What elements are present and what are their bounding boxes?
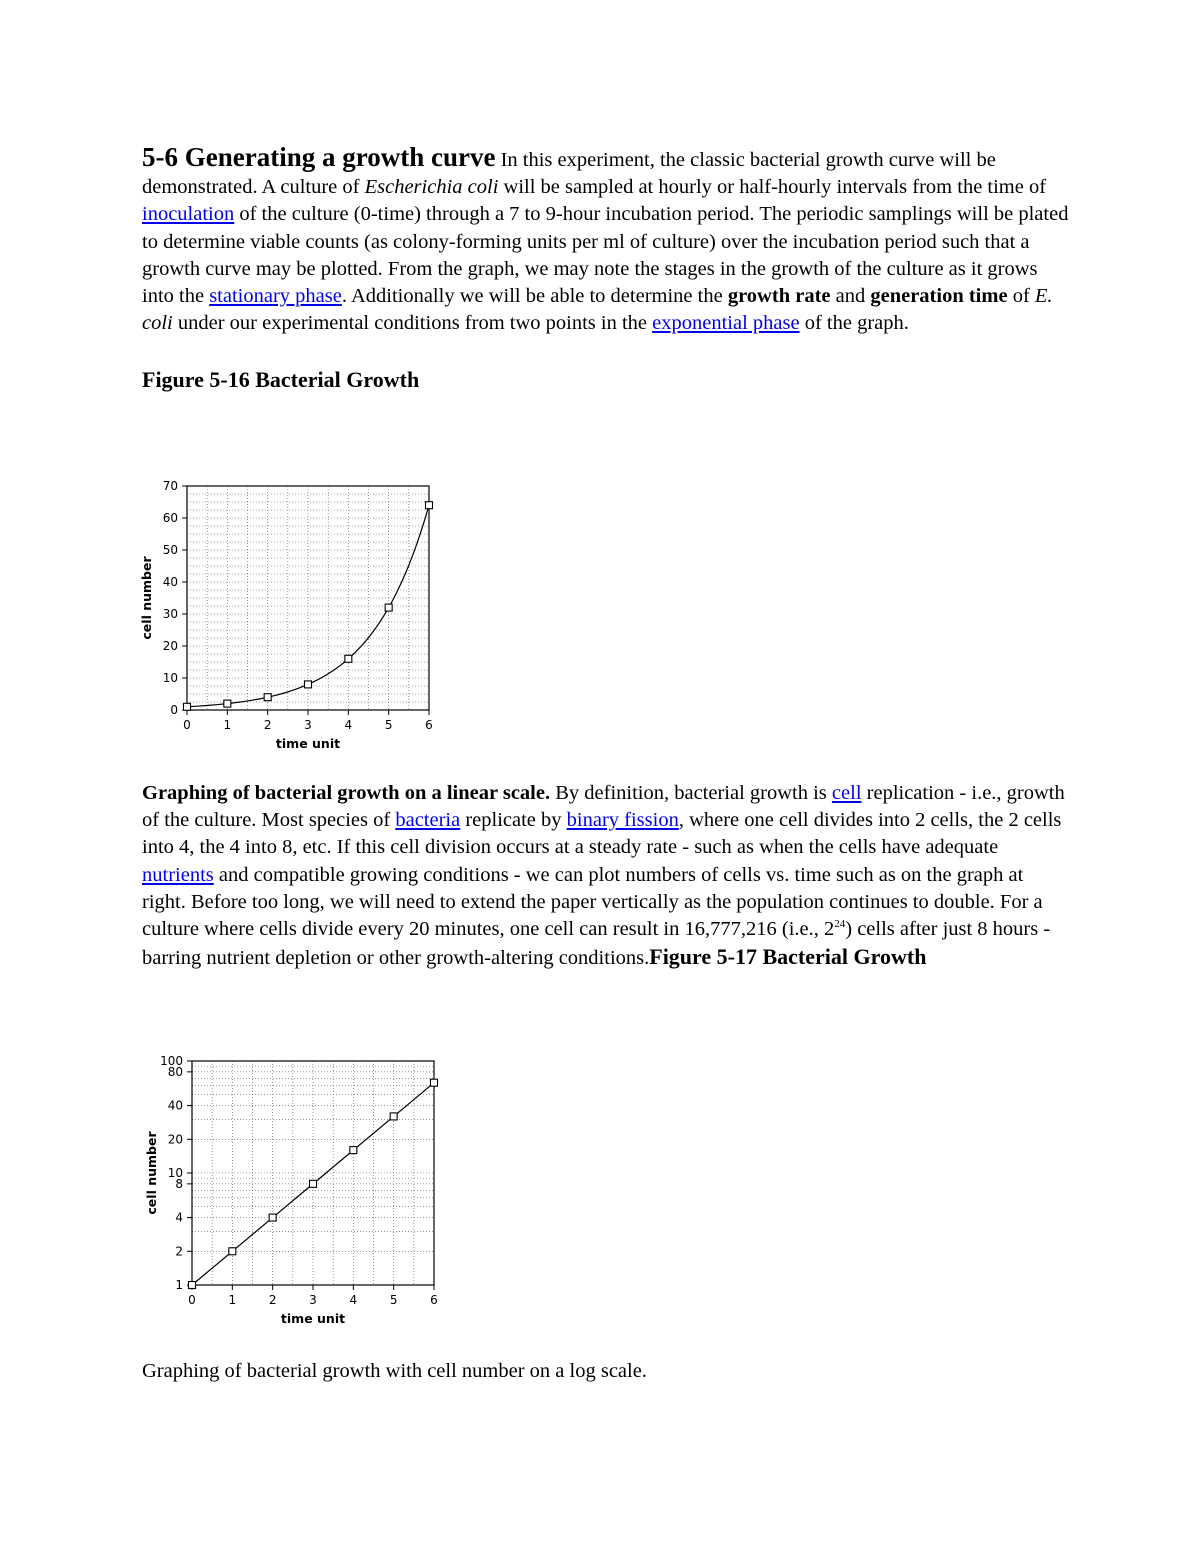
linear-growth-chart bbox=[135, 470, 445, 760]
link-inoculation[interactable]: inoculation bbox=[142, 203, 235, 226]
text-run: of the graph. bbox=[799, 312, 909, 335]
text-run: replication - i.e., growth of the culture. Most species of bbox=[142, 782, 1065, 832]
y-tick-label: 10 bbox=[167, 1166, 183, 1180]
text-run: replicate by bbox=[460, 809, 567, 832]
species-name: Escherichia coli bbox=[364, 176, 499, 199]
x-tick-label: 2 bbox=[263, 718, 272, 732]
data-point bbox=[224, 700, 231, 707]
text-run: , where one cell divides into 2 cells, the 2 cells into 4, the 4 into 8, etc. If this cell division occurs at a steady rate - such as when the cells have adequate bbox=[142, 809, 1062, 859]
x-tick-label: 6 bbox=[430, 1293, 438, 1307]
y-tick-label: 80 bbox=[167, 1064, 183, 1079]
link-nutrients[interactable]: nutrients bbox=[142, 863, 214, 886]
link-cell[interactable]: cell bbox=[831, 782, 862, 804]
bold-generation-time: generation time bbox=[870, 285, 1008, 308]
x-tick-label: 5 bbox=[384, 718, 393, 732]
x-tick-label: 3 bbox=[309, 1293, 317, 1307]
y-tick-label: 20 bbox=[167, 1132, 183, 1147]
y-axis-label: cell number bbox=[144, 1131, 159, 1215]
paragraph-lead: Graphing of bacterial growth on a linear scale. bbox=[142, 782, 551, 804]
x-tick-label: 0 bbox=[183, 718, 191, 732]
text-run: . Additionally we will be able to determine the bbox=[341, 285, 728, 308]
text-run: of bbox=[1007, 285, 1035, 308]
y-tick-label: 30 bbox=[162, 607, 178, 621]
text-run: will be sampled at hourly or half-hourly intervals from the time of bbox=[498, 176, 1047, 199]
link-bacteria[interactable]: bacteria bbox=[395, 809, 461, 832]
x-tick-label: 1 bbox=[223, 718, 232, 732]
data-point bbox=[390, 1113, 397, 1120]
data-point bbox=[426, 502, 433, 509]
x-tick-label: 5 bbox=[389, 1293, 398, 1307]
intro-paragraph bbox=[142, 144, 1072, 337]
document-page-3 bbox=[142, 1358, 1072, 1385]
x-tick-label: 3 bbox=[304, 718, 312, 732]
x-tick-label: 4 bbox=[349, 1293, 358, 1307]
text-run: of the culture (0-time) through a 7 to 9-hour incubation period. The periodic samplings will be plated to determine viable counts (as colony-forming units per ml of culture) over the incubation period such that a growth curve may be plotted. From the graph, we may note the stages in the growth of the culture as it grows into the bbox=[142, 203, 1069, 308]
x-tick-label: 6 bbox=[425, 718, 433, 732]
data-point bbox=[345, 655, 352, 662]
y-tick-label: 10 bbox=[162, 671, 178, 685]
x-tick-label: 2 bbox=[268, 1293, 277, 1307]
link-exponential-phase[interactable]: exponential phase bbox=[652, 312, 800, 335]
species-abbrev: E. coli bbox=[142, 285, 1053, 335]
document-page bbox=[142, 140, 1072, 393]
section-heading: 5-6 Generating a growth curve bbox=[142, 142, 496, 172]
x-axis-label: time unit bbox=[275, 736, 341, 751]
text-run: and compatible growing conditions - we can plot numbers of cells vs. time such as on the graph at right. Before too long, we will need to extend the paper vertically as the population continues to double. For a culture where cells divide every 20 minutes, one cell can result in 16,777,216 (i.e., 2 bbox=[142, 863, 1043, 941]
data-point bbox=[264, 694, 271, 701]
text-run: ) cells after just 8 hours - barring nutrient depletion or other growth-altering conditions. bbox=[142, 918, 1051, 970]
y-tick-label: 4 bbox=[175, 1210, 183, 1225]
y-tick-label: 70 bbox=[162, 479, 178, 493]
x-tick-label: 4 bbox=[344, 718, 353, 732]
data-point bbox=[385, 604, 392, 611]
y-tick-label: 60 bbox=[162, 511, 178, 525]
exponent: 24 bbox=[834, 918, 846, 931]
y-tick-label: 1 bbox=[175, 1278, 183, 1292]
x-axis-label: time unit bbox=[280, 1311, 346, 1326]
figure-16-title: Figure 5-16 Bacterial Growth bbox=[142, 367, 420, 393]
figure-17-title: Figure 5-17 Bacterial Growth bbox=[649, 944, 927, 970]
log-growth-chart bbox=[140, 1045, 450, 1335]
y-tick-label: 20 bbox=[162, 639, 178, 653]
linear-scale-paragraph bbox=[142, 780, 1072, 972]
y-tick-label: 2 bbox=[175, 1244, 183, 1259]
bold-growth-rate: growth rate bbox=[727, 285, 831, 308]
text-run: under our experimental conditions from two points in the bbox=[172, 312, 653, 335]
link-stationary-phase[interactable]: stationary phase bbox=[209, 285, 342, 308]
y-tick-label: 100 bbox=[160, 1054, 183, 1068]
y-axis-label: cell number bbox=[139, 556, 154, 640]
text-run: and bbox=[830, 285, 871, 308]
data-point bbox=[269, 1214, 276, 1221]
data-point bbox=[189, 1282, 196, 1289]
text-run: In this experiment, the classic bacterial growth curve will be demonstrated. A culture of bbox=[142, 149, 996, 199]
y-tick-label: 8 bbox=[175, 1176, 183, 1191]
x-tick-label: 0 bbox=[188, 1293, 196, 1307]
log-scale-caption: Graphing of bacterial growth with cell number on a log scale. bbox=[142, 1360, 647, 1382]
y-tick-label: 50 bbox=[162, 543, 178, 557]
x-tick-label: 1 bbox=[228, 1293, 237, 1307]
y-tick-label: 40 bbox=[167, 1098, 183, 1113]
text-run: By definition, bacterial growth is bbox=[550, 782, 832, 804]
data-point bbox=[229, 1248, 236, 1255]
data-point bbox=[305, 681, 312, 688]
data-point bbox=[184, 703, 191, 710]
data-point bbox=[350, 1147, 357, 1154]
document-page-2 bbox=[142, 780, 1072, 972]
data-point bbox=[310, 1180, 317, 1187]
y-tick-label: 0 bbox=[170, 703, 178, 717]
y-tick-label: 40 bbox=[162, 575, 178, 589]
link-binary-fission[interactable]: binary fission bbox=[566, 809, 679, 832]
data-point bbox=[431, 1079, 438, 1086]
